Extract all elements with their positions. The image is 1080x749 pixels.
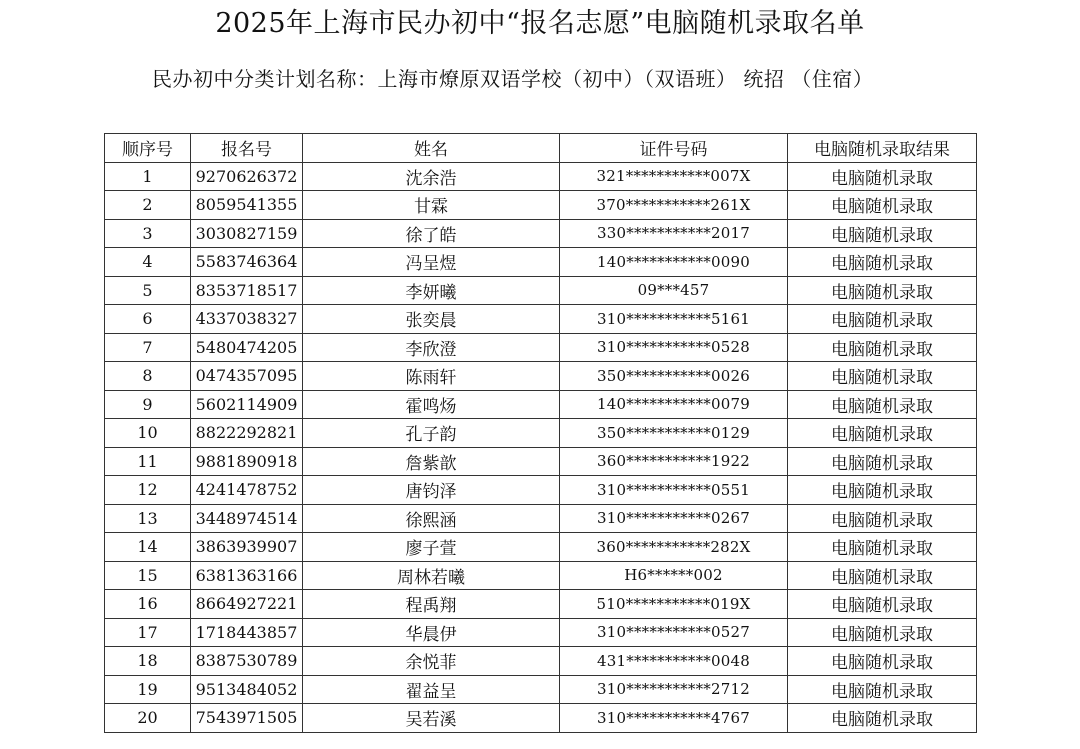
cell-name: 沈余浩: [303, 162, 560, 191]
cell-name: 翟益呈: [303, 675, 560, 704]
cell-result: 电脑随机录取: [788, 504, 977, 533]
cell-result: 电脑随机录取: [788, 191, 977, 220]
table-body: [105, 162, 977, 732]
table-row: [105, 390, 977, 419]
table-row: [105, 305, 977, 334]
cell-reg-no: 4337038327: [191, 305, 303, 334]
cell-reg-no: 1718443857: [191, 618, 303, 647]
cell-result: 电脑随机录取: [788, 675, 977, 704]
cell-seq: 17: [105, 618, 191, 647]
cell-id-no: 370***********261X: [560, 191, 788, 220]
cell-result: 电脑随机录取: [788, 561, 977, 590]
cell-reg-no: 3863939907: [191, 533, 303, 562]
cell-name: 冯呈煜: [303, 248, 560, 277]
cell-result: 电脑随机录取: [788, 162, 977, 191]
table-row: [105, 704, 977, 733]
cell-result: 电脑随机录取: [788, 618, 977, 647]
cell-result: 电脑随机录取: [788, 704, 977, 733]
table-row: [105, 447, 977, 476]
cell-result: 电脑随机录取: [788, 447, 977, 476]
cell-result: 电脑随机录取: [788, 390, 977, 419]
cell-seq: 20: [105, 704, 191, 733]
column-header-seq: 顺序号: [105, 134, 191, 163]
cell-reg-no: 3448974514: [191, 504, 303, 533]
table-row: [105, 590, 977, 619]
cell-id-no: 140***********0079: [560, 390, 788, 419]
cell-id-no: 321***********007X: [560, 162, 788, 191]
cell-seq: 2: [105, 191, 191, 220]
cell-name: 程禹翔: [303, 590, 560, 619]
cell-reg-no: 8387530789: [191, 647, 303, 676]
cell-seq: 19: [105, 675, 191, 704]
cell-seq: 11: [105, 447, 191, 476]
cell-id-no: 431***********0048: [560, 647, 788, 676]
cell-name: 詹紫歆: [303, 447, 560, 476]
table-row: [105, 276, 977, 305]
cell-name: 李欣澄: [303, 333, 560, 362]
cell-reg-no: 8664927221: [191, 590, 303, 619]
column-header-id-no: 证件号码: [560, 134, 788, 163]
cell-reg-no: 0474357095: [191, 362, 303, 391]
table-row: [105, 362, 977, 391]
cell-seq: 8: [105, 362, 191, 391]
cell-name: 李妍曦: [303, 276, 560, 305]
cell-name: 徐熙涵: [303, 504, 560, 533]
cell-result: 电脑随机录取: [788, 647, 977, 676]
cell-name: 孔子韵: [303, 419, 560, 448]
cell-id-no: 360***********282X: [560, 533, 788, 562]
cell-result: 电脑随机录取: [788, 276, 977, 305]
cell-id-no: 310***********5161: [560, 305, 788, 334]
cell-reg-no: 9270626372: [191, 162, 303, 191]
table-row: [105, 191, 977, 220]
cell-result: 电脑随机录取: [788, 419, 977, 448]
cell-id-no: 140***********0090: [560, 248, 788, 277]
cell-reg-no: 5480474205: [191, 333, 303, 362]
cell-seq: 14: [105, 533, 191, 562]
table-row: [105, 675, 977, 704]
cell-name: 余悦菲: [303, 647, 560, 676]
cell-seq: 6: [105, 305, 191, 334]
column-header-result: 电脑随机录取结果: [788, 134, 977, 163]
cell-seq: 10: [105, 419, 191, 448]
cell-name: 霍鸣炀: [303, 390, 560, 419]
cell-seq: 18: [105, 647, 191, 676]
cell-name: 周林若曦: [303, 561, 560, 590]
cell-id-no: 310***********0267: [560, 504, 788, 533]
cell-seq: 13: [105, 504, 191, 533]
plan-name-line: 民办初中分类计划名称：上海市燎原双语学校（初中）（双语班） 统招 （住宿）: [152, 67, 874, 91]
cell-name: 甘霖: [303, 191, 560, 220]
cell-id-no: 510***********019X: [560, 590, 788, 619]
cell-id-no: 330***********2017: [560, 219, 788, 248]
cell-reg-no: 6381363166: [191, 561, 303, 590]
cell-reg-no: 8353718517: [191, 276, 303, 305]
cell-id-no: 310***********0527: [560, 618, 788, 647]
cell-result: 电脑随机录取: [788, 533, 977, 562]
cell-reg-no: 8059541355: [191, 191, 303, 220]
table-row: [105, 162, 977, 191]
cell-seq: 3: [105, 219, 191, 248]
table-row: [105, 419, 977, 448]
cell-reg-no: 7543971505: [191, 704, 303, 733]
cell-reg-no: 8822292821: [191, 419, 303, 448]
cell-reg-no: 9513484052: [191, 675, 303, 704]
cell-id-no: 310***********2712: [560, 675, 788, 704]
cell-id-no: 360***********1922: [560, 447, 788, 476]
table-header-row: [105, 134, 977, 163]
cell-name: 廖子萱: [303, 533, 560, 562]
table-row: [105, 219, 977, 248]
cell-result: 电脑随机录取: [788, 333, 977, 362]
cell-name: 唐钧泽: [303, 476, 560, 505]
cell-seq: 7: [105, 333, 191, 362]
table-row: [105, 561, 977, 590]
cell-seq: 15: [105, 561, 191, 590]
cell-seq: 4: [105, 248, 191, 277]
cell-name: 华晨伊: [303, 618, 560, 647]
cell-id-no: H6******002: [560, 561, 788, 590]
cell-result: 电脑随机录取: [788, 219, 977, 248]
table-row: [105, 504, 977, 533]
cell-result: 电脑随机录取: [788, 476, 977, 505]
cell-id-no: 350***********0026: [560, 362, 788, 391]
column-header-reg-no: 报名号: [191, 134, 303, 163]
cell-name: 吴若溪: [303, 704, 560, 733]
cell-id-no: 310***********0551: [560, 476, 788, 505]
cell-seq: 12: [105, 476, 191, 505]
table-row: [105, 647, 977, 676]
cell-name: 张奕晨: [303, 305, 560, 334]
cell-reg-no: 5602114909: [191, 390, 303, 419]
table-row: [105, 618, 977, 647]
cell-id-no: 350***********0129: [560, 419, 788, 448]
cell-seq: 5: [105, 276, 191, 305]
cell-reg-no: 4241478752: [191, 476, 303, 505]
cell-result: 电脑随机录取: [788, 305, 977, 334]
cell-reg-no: 9881890918: [191, 447, 303, 476]
cell-name: 徐了皓: [303, 219, 560, 248]
cell-reg-no: 3030827159: [191, 219, 303, 248]
cell-seq: 9: [105, 390, 191, 419]
admission-table: [104, 133, 977, 733]
column-header-name: 姓名: [303, 134, 560, 163]
cell-id-no: 09***457: [560, 276, 788, 305]
table-row: [105, 248, 977, 277]
cell-id-no: 310***********4767: [560, 704, 788, 733]
cell-result: 电脑随机录取: [788, 248, 977, 277]
cell-seq: 1: [105, 162, 191, 191]
table-row: [105, 533, 977, 562]
table-row: [105, 333, 977, 362]
cell-seq: 16: [105, 590, 191, 619]
cell-result: 电脑随机录取: [788, 362, 977, 391]
table-row: [105, 476, 977, 505]
document-title: 2025年上海市民办初中“报名志愿”电脑随机录取名单: [215, 8, 865, 39]
cell-reg-no: 5583746364: [191, 248, 303, 277]
cell-result: 电脑随机录取: [788, 590, 977, 619]
cell-name: 陈雨轩: [303, 362, 560, 391]
cell-id-no: 310***********0528: [560, 333, 788, 362]
